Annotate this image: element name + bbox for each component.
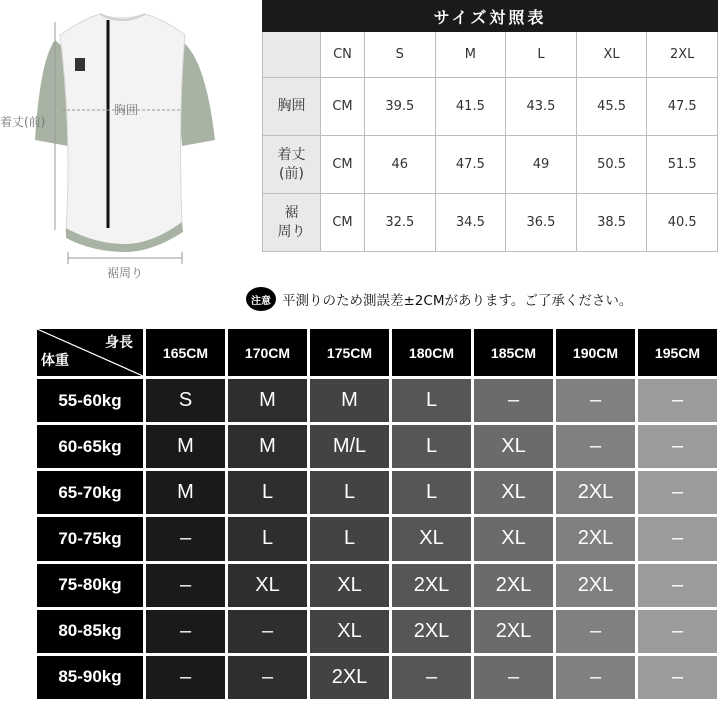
size-cell: – <box>146 610 225 653</box>
size-header-s: S <box>365 32 436 78</box>
size-comparison-table <box>262 0 718 252</box>
size-cell: XL <box>310 610 389 653</box>
size-cell: XL <box>474 517 553 560</box>
size-cell: – <box>638 564 717 607</box>
size-row-hem <box>263 194 718 252</box>
grid-corner <box>37 329 143 376</box>
measurement-cell: 49 <box>506 136 577 194</box>
size-cell: L <box>228 517 307 560</box>
measurement-cell: 50.5 <box>576 136 647 194</box>
size-cell: 2XL <box>392 610 471 653</box>
size-cell: – <box>146 564 225 607</box>
size-cell: 2XL <box>556 517 635 560</box>
height-header: 185CM <box>474 329 553 376</box>
weight-header: 75-80kg <box>37 564 143 607</box>
unit-cell: CM <box>321 194 365 252</box>
size-cell: – <box>638 656 717 699</box>
size-cell: – <box>146 656 225 699</box>
note-badge: 注意 <box>246 287 276 311</box>
size-cell: M <box>146 425 225 468</box>
chest-label: 胸囲 <box>114 103 139 117</box>
size-table-title: サイズ対照表 <box>263 1 718 32</box>
size-cell: – <box>556 656 635 699</box>
note-text: 平測りのため測誤差±2CMがあります。ご了承ください。 <box>282 293 633 309</box>
size-cell: XL <box>228 564 307 607</box>
size-cell: XL <box>392 517 471 560</box>
size-recommendation-grid <box>37 329 717 699</box>
unit-cell: CM <box>321 78 365 136</box>
row-label-length: 着丈 (前) <box>263 136 321 194</box>
jersey-drawing <box>0 0 250 290</box>
size-cell: 2XL <box>474 564 553 607</box>
measurement-cell: 41.5 <box>435 78 506 136</box>
measurement-cell: 32.5 <box>365 194 436 252</box>
size-table-corner <box>263 32 321 78</box>
size-cell: L <box>228 471 307 514</box>
measurement-cell: 47.5 <box>647 78 718 136</box>
jersey-illustration <box>0 0 250 290</box>
height-header: 195CM <box>638 329 717 376</box>
measurement-cell: 38.5 <box>576 194 647 252</box>
size-cell: – <box>638 425 717 468</box>
size-cell: M <box>228 425 307 468</box>
size-cell: L <box>392 425 471 468</box>
size-header-m: M <box>435 32 506 78</box>
size-header-2xl: 2XL <box>647 32 718 78</box>
size-cell: – <box>392 656 471 699</box>
weight-header: 80-85kg <box>37 610 143 653</box>
size-cell: – <box>556 610 635 653</box>
size-header-l: L <box>506 32 577 78</box>
row-label-chest: 胸囲 <box>263 78 321 136</box>
size-cell: – <box>556 425 635 468</box>
size-cell: – <box>638 379 717 422</box>
size-cell: M <box>228 379 307 422</box>
size-cell: M <box>310 379 389 422</box>
size-cell: – <box>146 517 225 560</box>
row-label-hem: 裾 周り <box>263 194 321 252</box>
size-cell: 2XL <box>556 471 635 514</box>
weight-header: 60-65kg <box>37 425 143 468</box>
size-cell: L <box>392 471 471 514</box>
height-header: 165CM <box>146 329 225 376</box>
size-cell: – <box>638 517 717 560</box>
size-cell: 2XL <box>474 610 553 653</box>
size-cell: L <box>310 517 389 560</box>
measurement-cell: 43.5 <box>506 78 577 136</box>
measurement-cell: 40.5 <box>647 194 718 252</box>
size-cell: L <box>310 471 389 514</box>
size-cell: – <box>474 379 553 422</box>
measurement-cell: 46 <box>365 136 436 194</box>
height-header: 180CM <box>392 329 471 376</box>
measurement-cell: 47.5 <box>435 136 506 194</box>
size-header-xl: XL <box>576 32 647 78</box>
height-header: 170CM <box>228 329 307 376</box>
size-cell: L <box>392 379 471 422</box>
size-cell: M/L <box>310 425 389 468</box>
size-cell: – <box>638 610 717 653</box>
size-cell: – <box>474 656 553 699</box>
height-header: 190CM <box>556 329 635 376</box>
weight-header: 85-90kg <box>37 656 143 699</box>
size-cell: S <box>146 379 225 422</box>
corner-weight-label: 体重 <box>41 352 69 368</box>
hem-label: 裾周り <box>107 266 144 280</box>
measurement-cell: 36.5 <box>506 194 577 252</box>
measurement-cell: 39.5 <box>365 78 436 136</box>
weight-header: 65-70kg <box>37 471 143 514</box>
weight-header: 70-75kg <box>37 517 143 560</box>
size-row-chest <box>263 78 718 136</box>
size-cell: 2XL <box>310 656 389 699</box>
size-cell: 2XL <box>392 564 471 607</box>
size-header-cn: CN <box>321 32 365 78</box>
size-cell: – <box>228 656 307 699</box>
measurement-cell: 34.5 <box>435 194 506 252</box>
size-cell: XL <box>474 471 553 514</box>
size-cell: M <box>146 471 225 514</box>
size-cell: – <box>556 379 635 422</box>
size-cell: XL <box>474 425 553 468</box>
size-cell: XL <box>310 564 389 607</box>
measurement-note <box>246 287 632 311</box>
size-cell: – <box>228 610 307 653</box>
unit-cell: CM <box>321 136 365 194</box>
size-cell: – <box>638 471 717 514</box>
size-row-length <box>263 136 718 194</box>
height-header: 175CM <box>310 329 389 376</box>
length-label: 着丈(前) <box>0 115 46 129</box>
corner-height-label: 身長 <box>105 334 133 350</box>
measurement-cell: 45.5 <box>576 78 647 136</box>
weight-header: 55-60kg <box>37 379 143 422</box>
measurement-cell: 51.5 <box>647 136 718 194</box>
size-cell: 2XL <box>556 564 635 607</box>
size-table-header-row <box>263 32 718 78</box>
